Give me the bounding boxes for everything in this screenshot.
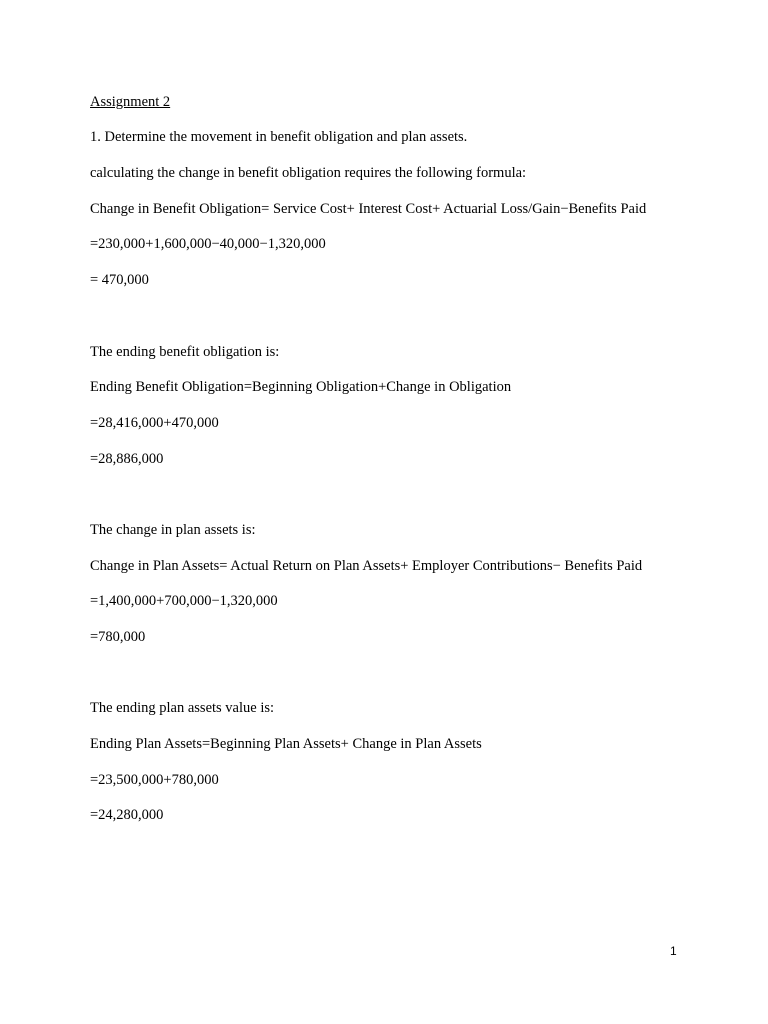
plan-change-intro: The change in plan assets is: [90, 522, 256, 538]
benefit-change-result: = 470,000 [90, 272, 149, 288]
ending-benefit-calculation: =28,416,000+470,000 [90, 415, 219, 431]
ending-plan-calculation: =23,500,000+780,000 [90, 772, 219, 788]
question-text: 1. Determine the movement in benefit obligation and plan assets. [90, 129, 468, 145]
ending-plan-intro: The ending plan assets value is: [90, 700, 275, 716]
benefit-change-calculation: =230,000+1,600,000−40,000−1,320,000 [90, 236, 326, 252]
ending-benefit-formula: Ending Benefit Obligation=Beginning Obligation+Change in Obligation [90, 379, 512, 395]
benefit-change-formula: Change in Benefit Obligation= Service Cost+ Interest Cost+ Actuarial Loss/Gain−Benefits Paid [90, 201, 647, 217]
plan-change-formula: Change in Plan Assets= Actual Return on Plan Assets+ Employer Contributions− Benefits Paid [90, 558, 643, 574]
plan-change-calculation: =1,400,000+700,000−1,320,000 [90, 593, 278, 609]
ending-benefit-result: =28,886,000 [90, 451, 164, 467]
ending-plan-formula: Ending Plan Assets=Beginning Plan Assets+ Change in Plan Assets [90, 736, 482, 752]
intro-text: calculating the change in benefit obligation requires the following formula: [90, 165, 527, 181]
ending-plan-result: =24,280,000 [90, 807, 164, 823]
page-number: 1 [670, 944, 677, 958]
assignment-heading: Assignment 2 [90, 94, 171, 110]
plan-change-result: =780,000 [90, 629, 146, 645]
ending-benefit-intro: The ending benefit obligation is: [90, 344, 280, 360]
